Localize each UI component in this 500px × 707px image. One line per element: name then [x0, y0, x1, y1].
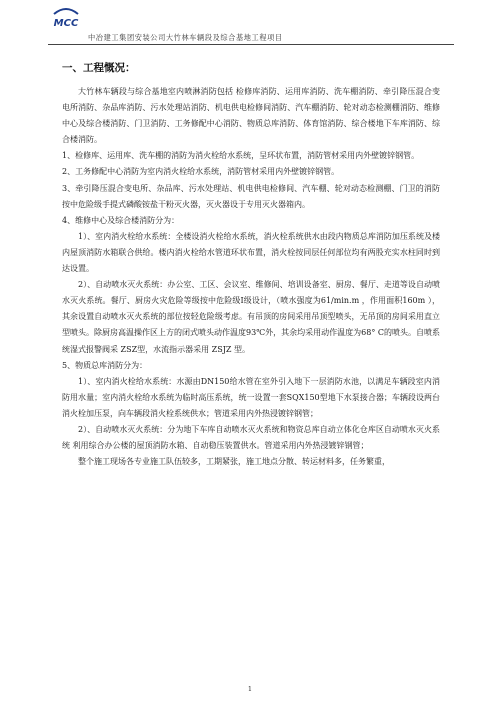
paragraph: 2）、自动喷水灭火系统：分为地下车库自动喷水灭火系统和物资总库自动立体化仓库区自动喷水灭火系统 利用综合办公楼的屋顶消防水箱、自动稳压装置供水。管道采用内外热浸镀锌钢管；: [62, 424, 440, 451]
paragraph: 5、物质总库消防分为：: [62, 360, 148, 370]
paragraph: 1）、室内消火栓给水系统：水源由DN150给水管在室外引入地下一层消防水池，以满足车辆段室内消防用水量；室内消火栓给水系统为临时高压系统，统一设置一套SQX150型地下水泵接合器；车辆段设两台消火栓加压泵，向车辆段消火栓系统供水；管道采用内外热浸镀锌钢管；: [62, 376, 440, 418]
paragraph: 1）、室内消火栓给水系统：全楼设消火栓给水系统，消火栓系统供水由段内物质总库消防加压系统及楼内屋顶消防水箱联合供给。楼内消火栓给水管道环状布置，消火栓按同层任何部位均有两股充实水柱同时到达设置。: [62, 231, 440, 274]
body-text: [62, 84, 440, 470]
paragraph: 2、工务修配中心消防为室内消火栓给水系统，消防管材采用内外壁镀锌钢管。: [62, 167, 340, 177]
paragraph: 4、维修中心及综合楼消防分为：: [62, 215, 180, 225]
company-logo: [48, 5, 84, 33]
paragraph: 3、牵引降压混合变电所、杂品库、污水处理站、机电供电检修间、汽车棚、轮对动态检测棚、门卫的消防按中危险级手提式磷酸铵盐干粉灭火器，灭火器设于专用灭火器箱内。: [62, 183, 440, 209]
paragraph: 1、检修库、运用库、洗车棚的消防为消火栓给水系统，呈环状布置，消防管材采用内外壁镀锌钢管。: [62, 151, 420, 161]
page-number: 1: [247, 685, 253, 693]
paragraph: 2）、自动喷水灭火系统：办公室、工区、会议室、维修间、培训设备室、厨房、餐厅、走道等设自动喷水灭火系统。餐厅、厨房火灾危险等级按中危险级Ⅰ级设计，（喷水强度为61/min.m ，作用面积160m ），其余设置自动喷水灭火系统的部位按轻危险级考虑。有吊顶的房间采用吊顶型喷头，无吊顶的房间采用直立型喷头。除厨房高温操作区上方的闭式喷头动作温度93℃外，其余均采用动作温度为68° C的喷头。自喷系统湿式报警阀采 ZSZ型，水流指示器采用 ZSJZ 型。: [62, 280, 440, 354]
paragraph: 整个施工现场各专业施工队伍较多，工期紧张，施工地点分散、转运材料多，任务繁重，: [78, 457, 390, 467]
paragraph: 大竹林车辆段与综合基地室内喷淋消防包括 检修库消防、运用库消防、洗车棚消防、牵引降压混合变电所消防、杂品库消防、污水处理站消防、机电供电检修间消防、汽车棚消防、轮对动态检测棚消防、维修中心及综合楼消防、门卫消防、工务修配中心消防、物质总库消防、体育馆消防、综合楼地下车库消防、综合楼消防。: [62, 87, 440, 145]
header-divider: [48, 44, 454, 45]
header-title: 中冶建工集团安装公司大竹林车辆段及综合基地工程项目: [88, 33, 283, 42]
logo-text: MCC: [53, 18, 79, 29]
section-title: 一、工程慨况：: [62, 62, 136, 74]
